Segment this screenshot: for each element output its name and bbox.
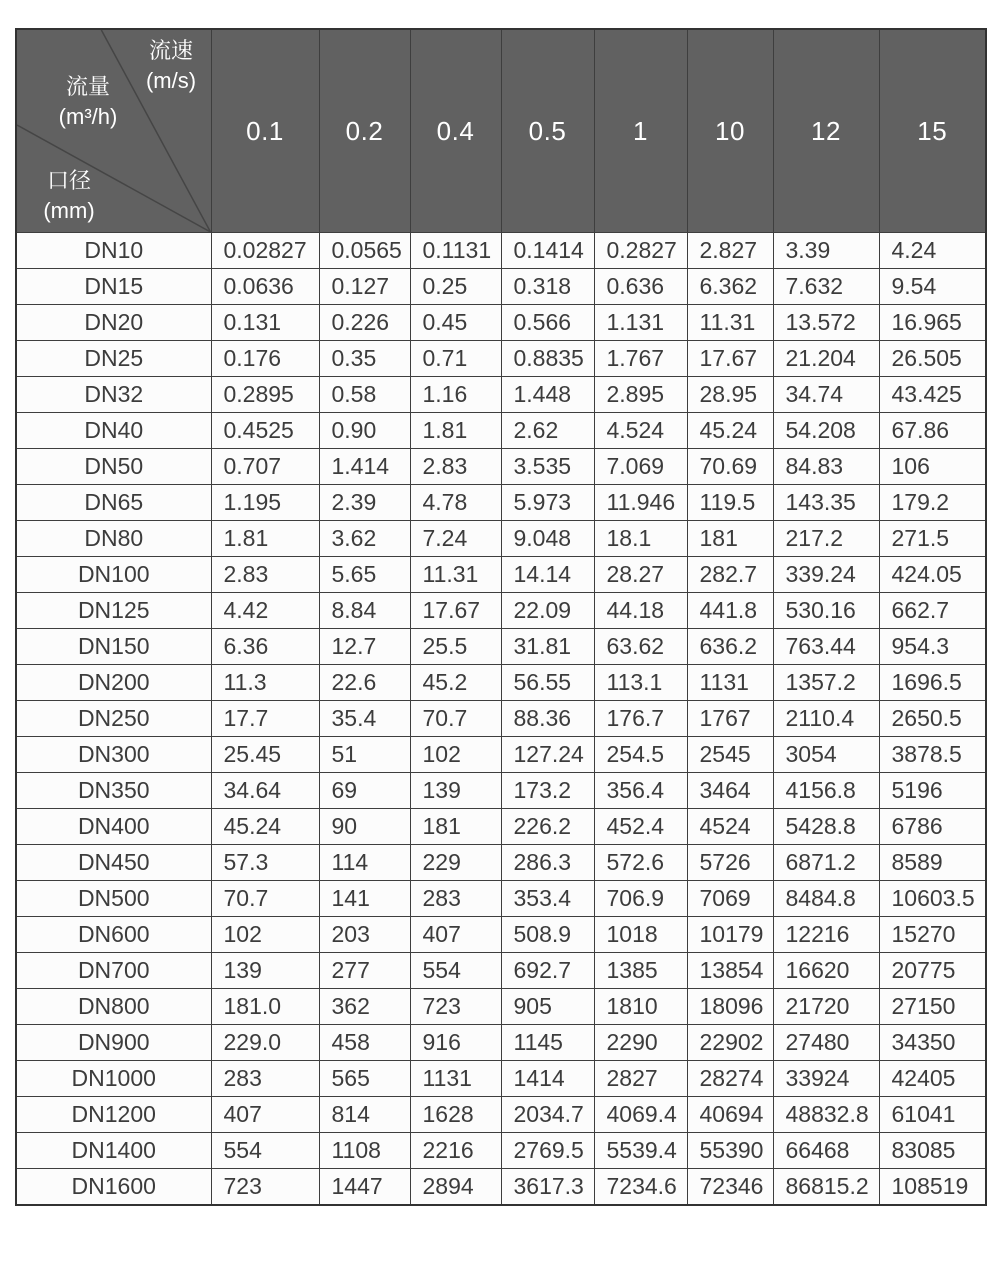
flow-value-cell: 1.81 bbox=[410, 413, 501, 449]
flow-value-cell: 12216 bbox=[773, 917, 879, 953]
flow-value-cell: 0.318 bbox=[501, 269, 594, 305]
flow-value-cell: 662.7 bbox=[879, 593, 986, 629]
flow-value-cell: 723 bbox=[410, 989, 501, 1025]
flow-value-cell: 3.39 bbox=[773, 233, 879, 269]
flow-value-cell: 11.31 bbox=[410, 557, 501, 593]
diameter-unit: (mm) bbox=[43, 198, 95, 223]
flow-value-cell: 1810 bbox=[594, 989, 687, 1025]
flow-value-cell: 554 bbox=[410, 953, 501, 989]
flow-value-cell: 217.2 bbox=[773, 521, 879, 557]
flow-value-cell: 0.1131 bbox=[410, 233, 501, 269]
diameter-row-label: DN1400 bbox=[16, 1133, 211, 1169]
flow-value-cell: 0.35 bbox=[319, 341, 410, 377]
flow-value-cell: 83085 bbox=[879, 1133, 986, 1169]
flow-rate-table bbox=[15, 28, 987, 1206]
flow-value-cell: 17.67 bbox=[687, 341, 773, 377]
diameter-row-label: DN65 bbox=[16, 485, 211, 521]
flow-value-cell: 5.973 bbox=[501, 485, 594, 521]
flow-value-cell: 2.39 bbox=[319, 485, 410, 521]
flow-value-cell: 7.632 bbox=[773, 269, 879, 305]
flow-value-cell: 0.0636 bbox=[211, 269, 319, 305]
velocity-axis-label bbox=[135, 36, 207, 96]
flow-value-cell: 2.83 bbox=[410, 449, 501, 485]
flow-value-cell: 11.31 bbox=[687, 305, 773, 341]
flow-value-cell: 14.14 bbox=[501, 557, 594, 593]
flow-value-cell: 113.1 bbox=[594, 665, 687, 701]
flow-value-cell: 339.24 bbox=[773, 557, 879, 593]
flow-value-cell: 2.827 bbox=[687, 233, 773, 269]
diameter-row-label: DN1000 bbox=[16, 1061, 211, 1097]
flow-value-cell: 814 bbox=[319, 1097, 410, 1133]
flow-value-cell: 1447 bbox=[319, 1169, 410, 1206]
flow-value-cell: 22902 bbox=[687, 1025, 773, 1061]
flow-value-cell: 18096 bbox=[687, 989, 773, 1025]
velocity-header-1: 1 bbox=[594, 29, 687, 233]
flow-value-cell: 5.65 bbox=[319, 557, 410, 593]
flow-value-cell: 88.36 bbox=[501, 701, 594, 737]
flow-value-cell: 21720 bbox=[773, 989, 879, 1025]
flow-value-cell: 271.5 bbox=[879, 521, 986, 557]
diameter-row-label: DN40 bbox=[16, 413, 211, 449]
diameter-label: 口径 bbox=[46, 168, 91, 193]
flow-value-cell: 7.24 bbox=[410, 521, 501, 557]
table-row bbox=[16, 449, 986, 485]
flow-value-cell: 1385 bbox=[594, 953, 687, 989]
flow-value-cell: 13.572 bbox=[773, 305, 879, 341]
flow-value-cell: 70.69 bbox=[687, 449, 773, 485]
table-body bbox=[16, 233, 986, 1206]
flow-value-cell: 229 bbox=[410, 845, 501, 881]
flow-value-cell: 42405 bbox=[879, 1061, 986, 1097]
flow-value-cell: 17.7 bbox=[211, 701, 319, 737]
flow-value-cell: 1.81 bbox=[211, 521, 319, 557]
flow-value-cell: 1.414 bbox=[319, 449, 410, 485]
diameter-row-label: DN10 bbox=[16, 233, 211, 269]
velocity-label: 流速 bbox=[148, 38, 193, 63]
flow-value-cell: 63.62 bbox=[594, 629, 687, 665]
flow-value-cell: 72346 bbox=[687, 1169, 773, 1206]
flow-value-cell: 7069 bbox=[687, 881, 773, 917]
flow-value-cell: 254.5 bbox=[594, 737, 687, 773]
flow-value-cell: 0.58 bbox=[319, 377, 410, 413]
flow-value-cell: 2.895 bbox=[594, 377, 687, 413]
flow-value-cell: 45.24 bbox=[211, 809, 319, 845]
flow-value-cell: 22.6 bbox=[319, 665, 410, 701]
diameter-row-label: DN800 bbox=[16, 989, 211, 1025]
flow-value-cell: 636.2 bbox=[687, 629, 773, 665]
flow-value-cell: 0.71 bbox=[410, 341, 501, 377]
flow-value-cell: 0.131 bbox=[211, 305, 319, 341]
table-row bbox=[16, 953, 986, 989]
table-row bbox=[16, 845, 986, 881]
flow-value-cell: 3.62 bbox=[319, 521, 410, 557]
flow-value-cell: 763.44 bbox=[773, 629, 879, 665]
table-row bbox=[16, 989, 986, 1025]
flow-value-cell: 3.535 bbox=[501, 449, 594, 485]
diameter-row-label: DN500 bbox=[16, 881, 211, 917]
flow-value-cell: 139 bbox=[211, 953, 319, 989]
diameter-row-label: DN100 bbox=[16, 557, 211, 593]
flow-value-cell: 11.3 bbox=[211, 665, 319, 701]
diameter-row-label: DN400 bbox=[16, 809, 211, 845]
flow-value-cell: 141 bbox=[319, 881, 410, 917]
table-row bbox=[16, 809, 986, 845]
flow-value-cell: 9.54 bbox=[879, 269, 986, 305]
flow-value-cell: 0.226 bbox=[319, 305, 410, 341]
velocity-header-0.2: 0.2 bbox=[319, 29, 410, 233]
flow-value-cell: 1145 bbox=[501, 1025, 594, 1061]
flow-value-cell: 173.2 bbox=[501, 773, 594, 809]
flow-value-cell: 34.64 bbox=[211, 773, 319, 809]
flow-value-cell: 283 bbox=[410, 881, 501, 917]
flow-value-cell: 1131 bbox=[410, 1061, 501, 1097]
diameter-row-label: DN300 bbox=[16, 737, 211, 773]
diameter-row-label: DN250 bbox=[16, 701, 211, 737]
flow-value-cell: 10179 bbox=[687, 917, 773, 953]
flow-value-cell: 1.195 bbox=[211, 485, 319, 521]
flow-value-cell: 61041 bbox=[879, 1097, 986, 1133]
table-row bbox=[16, 1025, 986, 1061]
flow-value-cell: 127.24 bbox=[501, 737, 594, 773]
flow-value-cell: 2.62 bbox=[501, 413, 594, 449]
flow-value-cell: 28274 bbox=[687, 1061, 773, 1097]
flow-label: 流量 bbox=[65, 74, 110, 99]
flow-value-cell: 27150 bbox=[879, 989, 986, 1025]
flow-value-cell: 2034.7 bbox=[501, 1097, 594, 1133]
flow-value-cell: 44.18 bbox=[594, 593, 687, 629]
flow-value-cell: 51 bbox=[319, 737, 410, 773]
flow-value-cell: 1108 bbox=[319, 1133, 410, 1169]
table-row bbox=[16, 377, 986, 413]
flow-value-cell: 181 bbox=[687, 521, 773, 557]
diameter-row-label: DN20 bbox=[16, 305, 211, 341]
diameter-row-label: DN600 bbox=[16, 917, 211, 953]
flow-value-cell: 45.2 bbox=[410, 665, 501, 701]
flow-value-cell: 554 bbox=[211, 1133, 319, 1169]
table-row bbox=[16, 269, 986, 305]
flow-value-cell: 70.7 bbox=[410, 701, 501, 737]
flow-value-cell: 0.8835 bbox=[501, 341, 594, 377]
diameter-row-label: DN900 bbox=[16, 1025, 211, 1061]
diameter-row-label: DN700 bbox=[16, 953, 211, 989]
flow-value-cell: 3617.3 bbox=[501, 1169, 594, 1206]
flow-value-cell: 1414 bbox=[501, 1061, 594, 1097]
flow-value-cell: 1.131 bbox=[594, 305, 687, 341]
flow-value-cell: 0.176 bbox=[211, 341, 319, 377]
flow-value-cell: 0.4525 bbox=[211, 413, 319, 449]
flow-value-cell: 31.81 bbox=[501, 629, 594, 665]
flow-value-cell: 21.204 bbox=[773, 341, 879, 377]
flow-value-cell: 2110.4 bbox=[773, 701, 879, 737]
flow-value-cell: 0.45 bbox=[410, 305, 501, 341]
header-row bbox=[16, 29, 986, 233]
flow-value-cell: 86815.2 bbox=[773, 1169, 879, 1206]
flow-value-cell: 13854 bbox=[687, 953, 773, 989]
flow-value-cell: 179.2 bbox=[879, 485, 986, 521]
flow-value-cell: 723 bbox=[211, 1169, 319, 1206]
flow-value-cell: 4.42 bbox=[211, 593, 319, 629]
flow-value-cell: 28.95 bbox=[687, 377, 773, 413]
flow-value-cell: 8589 bbox=[879, 845, 986, 881]
flow-value-cell: 10603.5 bbox=[879, 881, 986, 917]
flow-value-cell: 0.2895 bbox=[211, 377, 319, 413]
flow-value-cell: 176.7 bbox=[594, 701, 687, 737]
flow-value-cell: 4.524 bbox=[594, 413, 687, 449]
table-row bbox=[16, 629, 986, 665]
flow-value-cell: 25.5 bbox=[410, 629, 501, 665]
flow-value-cell: 35.4 bbox=[319, 701, 410, 737]
flow-value-cell: 4524 bbox=[687, 809, 773, 845]
diameter-row-label: DN350 bbox=[16, 773, 211, 809]
flow-value-cell: 1696.5 bbox=[879, 665, 986, 701]
diameter-row-label: DN80 bbox=[16, 521, 211, 557]
flow-value-cell: 1018 bbox=[594, 917, 687, 953]
table-row bbox=[16, 233, 986, 269]
velocity-header-0.1: 0.1 bbox=[211, 29, 319, 233]
flow-value-cell: 4069.4 bbox=[594, 1097, 687, 1133]
flow-value-cell: 114 bbox=[319, 845, 410, 881]
flow-value-cell: 362 bbox=[319, 989, 410, 1025]
velocity-unit: (m/s) bbox=[145, 68, 197, 93]
diameter-row-label: DN125 bbox=[16, 593, 211, 629]
table-row bbox=[16, 737, 986, 773]
flow-value-cell: 27480 bbox=[773, 1025, 879, 1061]
flow-value-cell: 226.2 bbox=[501, 809, 594, 845]
table-row bbox=[16, 593, 986, 629]
flow-value-cell: 356.4 bbox=[594, 773, 687, 809]
flow-value-cell: 70.7 bbox=[211, 881, 319, 917]
flow-value-cell: 692.7 bbox=[501, 953, 594, 989]
diameter-row-label: DN150 bbox=[16, 629, 211, 665]
flow-value-cell: 3054 bbox=[773, 737, 879, 773]
flow-value-cell: 530.16 bbox=[773, 593, 879, 629]
flow-value-cell: 1131 bbox=[687, 665, 773, 701]
flow-value-cell: 1.767 bbox=[594, 341, 687, 377]
flow-value-cell: 2290 bbox=[594, 1025, 687, 1061]
flow-value-cell: 43.425 bbox=[879, 377, 986, 413]
flow-value-cell: 7234.6 bbox=[594, 1169, 687, 1206]
flow-value-cell: 2216 bbox=[410, 1133, 501, 1169]
flow-value-cell: 56.55 bbox=[501, 665, 594, 701]
flow-value-cell: 57.3 bbox=[211, 845, 319, 881]
table-row bbox=[16, 1097, 986, 1133]
flow-value-cell: 12.7 bbox=[319, 629, 410, 665]
flow-value-cell: 407 bbox=[410, 917, 501, 953]
flow-value-cell: 572.6 bbox=[594, 845, 687, 881]
flow-value-cell: 2827 bbox=[594, 1061, 687, 1097]
flow-value-cell: 6.362 bbox=[687, 269, 773, 305]
flow-value-cell: 5428.8 bbox=[773, 809, 879, 845]
flow-value-cell: 181.0 bbox=[211, 989, 319, 1025]
flow-value-cell: 0.566 bbox=[501, 305, 594, 341]
diameter-row-label: DN450 bbox=[16, 845, 211, 881]
table-row bbox=[16, 557, 986, 593]
velocity-header-0.4: 0.4 bbox=[410, 29, 501, 233]
flow-value-cell: 4.78 bbox=[410, 485, 501, 521]
flow-value-cell: 1357.2 bbox=[773, 665, 879, 701]
flow-value-cell: 0.636 bbox=[594, 269, 687, 305]
flow-value-cell: 458 bbox=[319, 1025, 410, 1061]
flow-value-cell: 25.45 bbox=[211, 737, 319, 773]
flow-value-cell: 34350 bbox=[879, 1025, 986, 1061]
diameter-row-label: DN1200 bbox=[16, 1097, 211, 1133]
flow-value-cell: 45.24 bbox=[687, 413, 773, 449]
flow-value-cell: 0.2827 bbox=[594, 233, 687, 269]
flow-value-cell: 203 bbox=[319, 917, 410, 953]
flow-value-cell: 0.25 bbox=[410, 269, 501, 305]
flow-value-cell: 90 bbox=[319, 809, 410, 845]
flow-value-cell: 55390 bbox=[687, 1133, 773, 1169]
flow-value-cell: 6.36 bbox=[211, 629, 319, 665]
flow-value-cell: 954.3 bbox=[879, 629, 986, 665]
flow-value-cell: 40694 bbox=[687, 1097, 773, 1133]
flow-value-cell: 26.505 bbox=[879, 341, 986, 377]
table-row bbox=[16, 341, 986, 377]
flow-value-cell: 0.707 bbox=[211, 449, 319, 485]
flow-value-cell: 22.09 bbox=[501, 593, 594, 629]
flow-unit: (m³/h) bbox=[58, 104, 118, 129]
flow-value-cell: 48832.8 bbox=[773, 1097, 879, 1133]
flow-value-cell: 8.84 bbox=[319, 593, 410, 629]
diameter-axis-label bbox=[25, 166, 113, 226]
flow-value-cell: 282.7 bbox=[687, 557, 773, 593]
flow-value-cell: 407 bbox=[211, 1097, 319, 1133]
diameter-row-label: DN1600 bbox=[16, 1169, 211, 1206]
flow-value-cell: 7.069 bbox=[594, 449, 687, 485]
flow-value-cell: 6871.2 bbox=[773, 845, 879, 881]
flow-value-cell: 0.0565 bbox=[319, 233, 410, 269]
table-row bbox=[16, 521, 986, 557]
flow-value-cell: 452.4 bbox=[594, 809, 687, 845]
diameter-row-label: DN200 bbox=[16, 665, 211, 701]
diagonal-header-cell bbox=[16, 29, 211, 233]
flow-value-cell: 286.3 bbox=[501, 845, 594, 881]
flow-value-cell: 102 bbox=[410, 737, 501, 773]
flow-value-cell: 277 bbox=[319, 953, 410, 989]
flow-value-cell: 20775 bbox=[879, 953, 986, 989]
table-row bbox=[16, 881, 986, 917]
flow-value-cell: 0.02827 bbox=[211, 233, 319, 269]
flow-value-cell: 34.74 bbox=[773, 377, 879, 413]
flow-value-cell: 16620 bbox=[773, 953, 879, 989]
table-row bbox=[16, 773, 986, 809]
flow-value-cell: 15270 bbox=[879, 917, 986, 953]
table-row bbox=[16, 917, 986, 953]
flow-value-cell: 3464 bbox=[687, 773, 773, 809]
flow-value-cell: 1628 bbox=[410, 1097, 501, 1133]
flow-value-cell: 441.8 bbox=[687, 593, 773, 629]
flow-value-cell: 229.0 bbox=[211, 1025, 319, 1061]
flow-value-cell: 84.83 bbox=[773, 449, 879, 485]
flow-value-cell: 4156.8 bbox=[773, 773, 879, 809]
flow-value-cell: 353.4 bbox=[501, 881, 594, 917]
flow-value-cell: 916 bbox=[410, 1025, 501, 1061]
flow-value-cell: 2.83 bbox=[211, 557, 319, 593]
table-row bbox=[16, 701, 986, 737]
table-row bbox=[16, 413, 986, 449]
velocity-header-15: 15 bbox=[879, 29, 986, 233]
flow-value-cell: 28.27 bbox=[594, 557, 687, 593]
velocity-header-0.5: 0.5 bbox=[501, 29, 594, 233]
flow-value-cell: 17.67 bbox=[410, 593, 501, 629]
flow-value-cell: 119.5 bbox=[687, 485, 773, 521]
diameter-row-label: DN25 bbox=[16, 341, 211, 377]
flow-value-cell: 16.965 bbox=[879, 305, 986, 341]
flow-value-cell: 102 bbox=[211, 917, 319, 953]
flow-value-cell: 1767 bbox=[687, 701, 773, 737]
flow-value-cell: 1.16 bbox=[410, 377, 501, 413]
flow-value-cell: 0.90 bbox=[319, 413, 410, 449]
velocity-header-10: 10 bbox=[687, 29, 773, 233]
flow-value-cell: 18.1 bbox=[594, 521, 687, 557]
flow-value-cell: 5196 bbox=[879, 773, 986, 809]
flow-value-cell: 2894 bbox=[410, 1169, 501, 1206]
flow-value-cell: 706.9 bbox=[594, 881, 687, 917]
flow-value-cell: 2545 bbox=[687, 737, 773, 773]
flow-value-cell: 69 bbox=[319, 773, 410, 809]
flow-value-cell: 33924 bbox=[773, 1061, 879, 1097]
flow-value-cell: 6786 bbox=[879, 809, 986, 845]
diameter-row-label: DN50 bbox=[16, 449, 211, 485]
table-row bbox=[16, 665, 986, 701]
table-row bbox=[16, 1169, 986, 1206]
velocity-header-12: 12 bbox=[773, 29, 879, 233]
table-row bbox=[16, 485, 986, 521]
flow-value-cell: 9.048 bbox=[501, 521, 594, 557]
flow-value-cell: 108519 bbox=[879, 1169, 986, 1206]
flow-axis-label bbox=[42, 72, 134, 132]
flow-value-cell: 5539.4 bbox=[594, 1133, 687, 1169]
flow-value-cell: 11.946 bbox=[594, 485, 687, 521]
flow-value-cell: 1.448 bbox=[501, 377, 594, 413]
flow-value-cell: 283 bbox=[211, 1061, 319, 1097]
flow-value-cell: 67.86 bbox=[879, 413, 986, 449]
flow-value-cell: 8484.8 bbox=[773, 881, 879, 917]
table-row bbox=[16, 1133, 986, 1169]
table-row bbox=[16, 1061, 986, 1097]
flow-value-cell: 106 bbox=[879, 449, 986, 485]
flow-value-cell: 3878.5 bbox=[879, 737, 986, 773]
flow-value-cell: 54.208 bbox=[773, 413, 879, 449]
flow-value-cell: 508.9 bbox=[501, 917, 594, 953]
flow-value-cell: 2769.5 bbox=[501, 1133, 594, 1169]
flow-value-cell: 143.35 bbox=[773, 485, 879, 521]
table-row bbox=[16, 305, 986, 341]
diameter-row-label: DN32 bbox=[16, 377, 211, 413]
flow-value-cell: 424.05 bbox=[879, 557, 986, 593]
flow-value-cell: 4.24 bbox=[879, 233, 986, 269]
diameter-row-label: DN15 bbox=[16, 269, 211, 305]
flow-value-cell: 66468 bbox=[773, 1133, 879, 1169]
flow-value-cell: 5726 bbox=[687, 845, 773, 881]
flow-value-cell: 0.1414 bbox=[501, 233, 594, 269]
flow-value-cell: 0.127 bbox=[319, 269, 410, 305]
flow-value-cell: 139 bbox=[410, 773, 501, 809]
flow-value-cell: 2650.5 bbox=[879, 701, 986, 737]
flow-value-cell: 905 bbox=[501, 989, 594, 1025]
flow-value-cell: 565 bbox=[319, 1061, 410, 1097]
flow-value-cell: 181 bbox=[410, 809, 501, 845]
